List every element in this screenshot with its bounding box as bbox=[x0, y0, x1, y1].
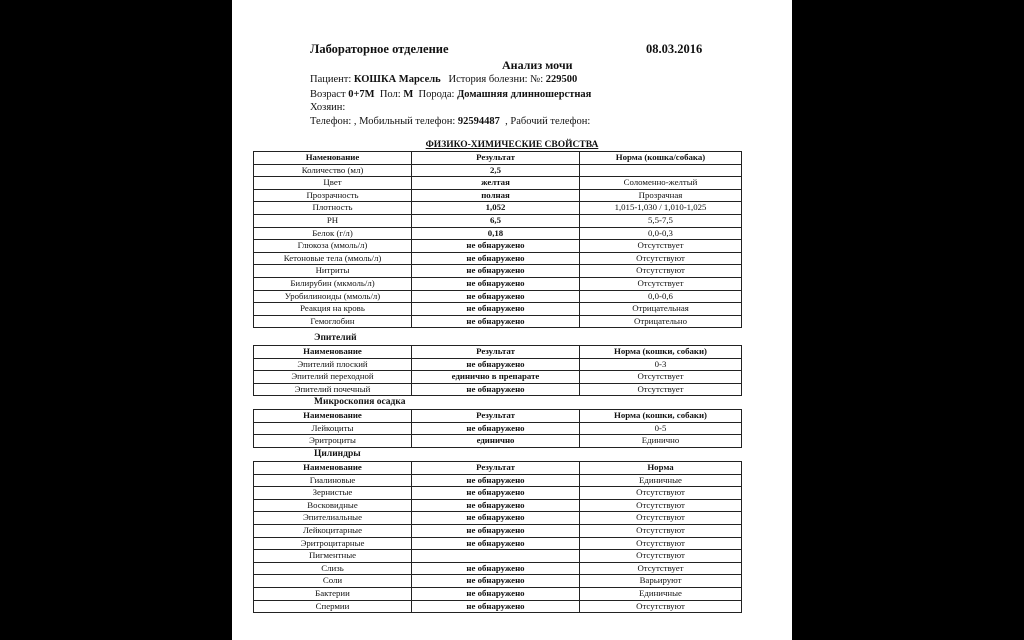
table-row bbox=[254, 487, 742, 500]
history-label: История болезни: №: bbox=[448, 74, 544, 85]
lab-department: Лабораторное отделение bbox=[310, 42, 449, 56]
result-value bbox=[412, 550, 580, 563]
parameter-name: Эпителиальные bbox=[254, 512, 412, 525]
owner-label: Хозяин: bbox=[310, 102, 346, 113]
norm-value: Отсутствует bbox=[580, 562, 742, 575]
table-row bbox=[254, 240, 742, 253]
norm-value: Отрицательная bbox=[580, 303, 742, 316]
table-row bbox=[254, 474, 742, 487]
result-value: желтая bbox=[412, 177, 580, 190]
norm-value: Единичные bbox=[580, 474, 742, 487]
column-header: Наименование bbox=[254, 462, 412, 475]
table-row bbox=[254, 214, 742, 227]
parameter-name: Слизь bbox=[254, 562, 412, 575]
norm-value bbox=[580, 164, 742, 177]
parameter-name: Лейкоцитарные bbox=[254, 524, 412, 537]
table-row bbox=[254, 512, 742, 525]
result-value: единично в препарате bbox=[412, 371, 580, 384]
result-value: не обнаружено bbox=[412, 277, 580, 290]
table-row bbox=[254, 227, 742, 240]
parameter-name: Глюкоза (ммоль/л) bbox=[254, 240, 412, 253]
norm-value: Отсутствует bbox=[580, 277, 742, 290]
parameter-name: Плотность bbox=[254, 202, 412, 215]
casts-title: Цилиндры bbox=[314, 449, 361, 459]
table-row bbox=[254, 371, 742, 384]
result-value: не обнаружено bbox=[412, 499, 580, 512]
epithelium-table bbox=[253, 345, 742, 396]
result-value: не обнаружено bbox=[412, 252, 580, 265]
table-row bbox=[254, 499, 742, 512]
history-number: 229500 bbox=[545, 74, 578, 85]
table-row bbox=[254, 177, 742, 190]
norm-value: Отсутствуют bbox=[580, 499, 742, 512]
table-row bbox=[254, 303, 742, 316]
result-value: 2,5 bbox=[412, 164, 580, 177]
patient-line bbox=[310, 74, 577, 85]
result-value: 0,18 bbox=[412, 227, 580, 240]
norm-value: Отсутствуют bbox=[580, 600, 742, 613]
norm-value: 0-3 bbox=[580, 358, 742, 371]
column-header: Норма (кошка/собака) bbox=[580, 152, 742, 165]
sex-value: М bbox=[403, 89, 414, 100]
result-value: не обнаружено bbox=[412, 562, 580, 575]
table-row bbox=[254, 600, 742, 613]
norm-value: Отсутствует bbox=[580, 240, 742, 253]
norm-value: 0,0-0,3 bbox=[580, 227, 742, 240]
result-value: не обнаружено bbox=[412, 303, 580, 316]
report-title: Анализ мочи bbox=[502, 58, 573, 72]
result-value: не обнаружено bbox=[412, 512, 580, 525]
mobile-phone: 92594487 bbox=[457, 116, 500, 127]
casts-table bbox=[253, 461, 742, 613]
age-value: 0+7М bbox=[348, 89, 375, 100]
parameter-name: Реакция на кровь bbox=[254, 303, 412, 316]
norm-value: Отсутствуют bbox=[580, 537, 742, 550]
result-value: не обнаружено bbox=[412, 600, 580, 613]
parameter-name: Кетоновые тела (ммоль/л) bbox=[254, 252, 412, 265]
column-header: Результат bbox=[412, 346, 580, 359]
result-value: не обнаружено bbox=[412, 524, 580, 537]
result-value: полная bbox=[412, 189, 580, 202]
table-header-row bbox=[254, 346, 742, 359]
table-row bbox=[254, 435, 742, 448]
parameter-name: Бактерии bbox=[254, 587, 412, 600]
owner-line bbox=[310, 102, 345, 113]
sediment-title: Микроскопия осадка bbox=[314, 397, 406, 407]
result-value: не обнаружено bbox=[412, 383, 580, 396]
parameter-name: Лейкоциты bbox=[254, 422, 412, 435]
parameter-name: Эпителий плоский bbox=[254, 358, 412, 371]
norm-value: Единичные bbox=[580, 587, 742, 600]
norm-value: Отсутствуют bbox=[580, 252, 742, 265]
table-header-row bbox=[254, 152, 742, 165]
result-value: не обнаружено bbox=[412, 315, 580, 328]
age-line bbox=[310, 89, 591, 100]
result-value: 1,052 bbox=[412, 202, 580, 215]
table-row bbox=[254, 422, 742, 435]
breed-value: Домашняя длинношерстная bbox=[457, 89, 592, 100]
norm-value: 0,0-0,6 bbox=[580, 290, 742, 303]
parameter-name: Эритроцитарные bbox=[254, 537, 412, 550]
norm-value: Отрицательно bbox=[580, 315, 742, 328]
result-value: не обнаружено bbox=[412, 265, 580, 278]
table-header-row bbox=[254, 410, 742, 423]
phone-line bbox=[310, 116, 590, 127]
result-value: не обнаружено bbox=[412, 487, 580, 500]
norm-value: Отсутствуют bbox=[580, 265, 742, 278]
norm-value: Единично bbox=[580, 435, 742, 448]
parameter-name: Билирубин (мкмоль/л) bbox=[254, 277, 412, 290]
breed-label: Порода: bbox=[418, 89, 455, 100]
parameter-name: Восковидные bbox=[254, 499, 412, 512]
column-header: Наименование bbox=[254, 410, 412, 423]
table-row bbox=[254, 202, 742, 215]
table-row bbox=[254, 277, 742, 290]
parameter-name: Белок (г/л) bbox=[254, 227, 412, 240]
norm-value: Варьируют bbox=[580, 575, 742, 588]
column-header: Норма bbox=[580, 462, 742, 475]
parameter-name: PH bbox=[254, 214, 412, 227]
table-row bbox=[254, 265, 742, 278]
result-value: единично bbox=[412, 435, 580, 448]
norm-value: Отсутствует bbox=[580, 383, 742, 396]
sediment-table bbox=[253, 409, 742, 448]
report-date: 08.03.2016 bbox=[646, 42, 703, 56]
column-header: Норма (кошки, собаки) bbox=[580, 346, 742, 359]
result-value: не обнаружено bbox=[412, 422, 580, 435]
table-row bbox=[254, 562, 742, 575]
result-value: не обнаружено bbox=[412, 240, 580, 253]
table-header-row bbox=[254, 462, 742, 475]
epithelium-title: Эпителий bbox=[314, 333, 357, 343]
parameter-name: Гиалиновые bbox=[254, 474, 412, 487]
parameter-name: Спермии bbox=[254, 600, 412, 613]
column-header: Результат bbox=[412, 410, 580, 423]
norm-value: Прозрачная bbox=[580, 189, 742, 202]
result-value: не обнаружено bbox=[412, 474, 580, 487]
phone-label: Телефон: , Мобильный телефон: bbox=[310, 116, 456, 127]
document-page bbox=[232, 0, 792, 640]
table-row bbox=[254, 383, 742, 396]
age-label: Возраст bbox=[310, 89, 346, 100]
norm-value: Отсутствуют bbox=[580, 524, 742, 537]
norm-value: Отсутствует bbox=[580, 371, 742, 384]
table-row bbox=[254, 587, 742, 600]
norm-value: Соломенно-желтый bbox=[580, 177, 742, 190]
norm-value: 5,5-7,5 bbox=[580, 214, 742, 227]
table-row bbox=[254, 290, 742, 303]
parameter-name: Эпителий переходной bbox=[254, 371, 412, 384]
parameter-name: Нитриты bbox=[254, 265, 412, 278]
column-header: Результат bbox=[412, 462, 580, 475]
patient-label: Пациент: bbox=[310, 74, 352, 85]
column-header: Наименование bbox=[254, 346, 412, 359]
norm-value: 0-5 bbox=[580, 422, 742, 435]
result-value: не обнаружено bbox=[412, 575, 580, 588]
sex-label: Пол: bbox=[379, 89, 401, 100]
column-header: Результат bbox=[412, 152, 580, 165]
parameter-name: Эритроциты bbox=[254, 435, 412, 448]
table-row bbox=[254, 252, 742, 265]
result-value: 6,5 bbox=[412, 214, 580, 227]
table-row bbox=[254, 550, 742, 563]
parameter-name: Пигментные bbox=[254, 550, 412, 563]
norm-value: Отсутствуют bbox=[580, 512, 742, 525]
result-value: не обнаружено bbox=[412, 290, 580, 303]
column-header: Наменование bbox=[254, 152, 412, 165]
table-row bbox=[254, 537, 742, 550]
parameter-name: Уробилиноиды (ммоль/л) bbox=[254, 290, 412, 303]
parameter-name: Соли bbox=[254, 575, 412, 588]
norm-value: Отсутствуют bbox=[580, 487, 742, 500]
physchem-title: ФИЗИКО-ХИМИЧЕСКИЕ СВОЙСТВА bbox=[425, 140, 599, 150]
norm-value: Отсутствуют bbox=[580, 550, 742, 563]
result-value: не обнаружено bbox=[412, 587, 580, 600]
table-row bbox=[254, 358, 742, 371]
table-row bbox=[254, 575, 742, 588]
parameter-name: Гемоглобин bbox=[254, 315, 412, 328]
physchem-table bbox=[253, 151, 742, 328]
table-row bbox=[254, 315, 742, 328]
parameter-name: Зернистые bbox=[254, 487, 412, 500]
norm-value: 1,015-1,030 / 1,010-1,025 bbox=[580, 202, 742, 215]
parameter-name: Прозрачность bbox=[254, 189, 412, 202]
result-value: не обнаружено bbox=[412, 358, 580, 371]
table-row bbox=[254, 189, 742, 202]
work-phone-label: , Рабочий телефон: bbox=[505, 116, 591, 127]
table-row bbox=[254, 524, 742, 537]
parameter-name: Количество (мл) bbox=[254, 164, 412, 177]
table-row bbox=[254, 164, 742, 177]
parameter-name: Эпителий почечный bbox=[254, 383, 412, 396]
result-value: не обнаружено bbox=[412, 537, 580, 550]
parameter-name: Цвет bbox=[254, 177, 412, 190]
column-header: Норма (кошки, собаки) bbox=[580, 410, 742, 423]
patient-name: КОШКА Марсель bbox=[353, 74, 441, 85]
